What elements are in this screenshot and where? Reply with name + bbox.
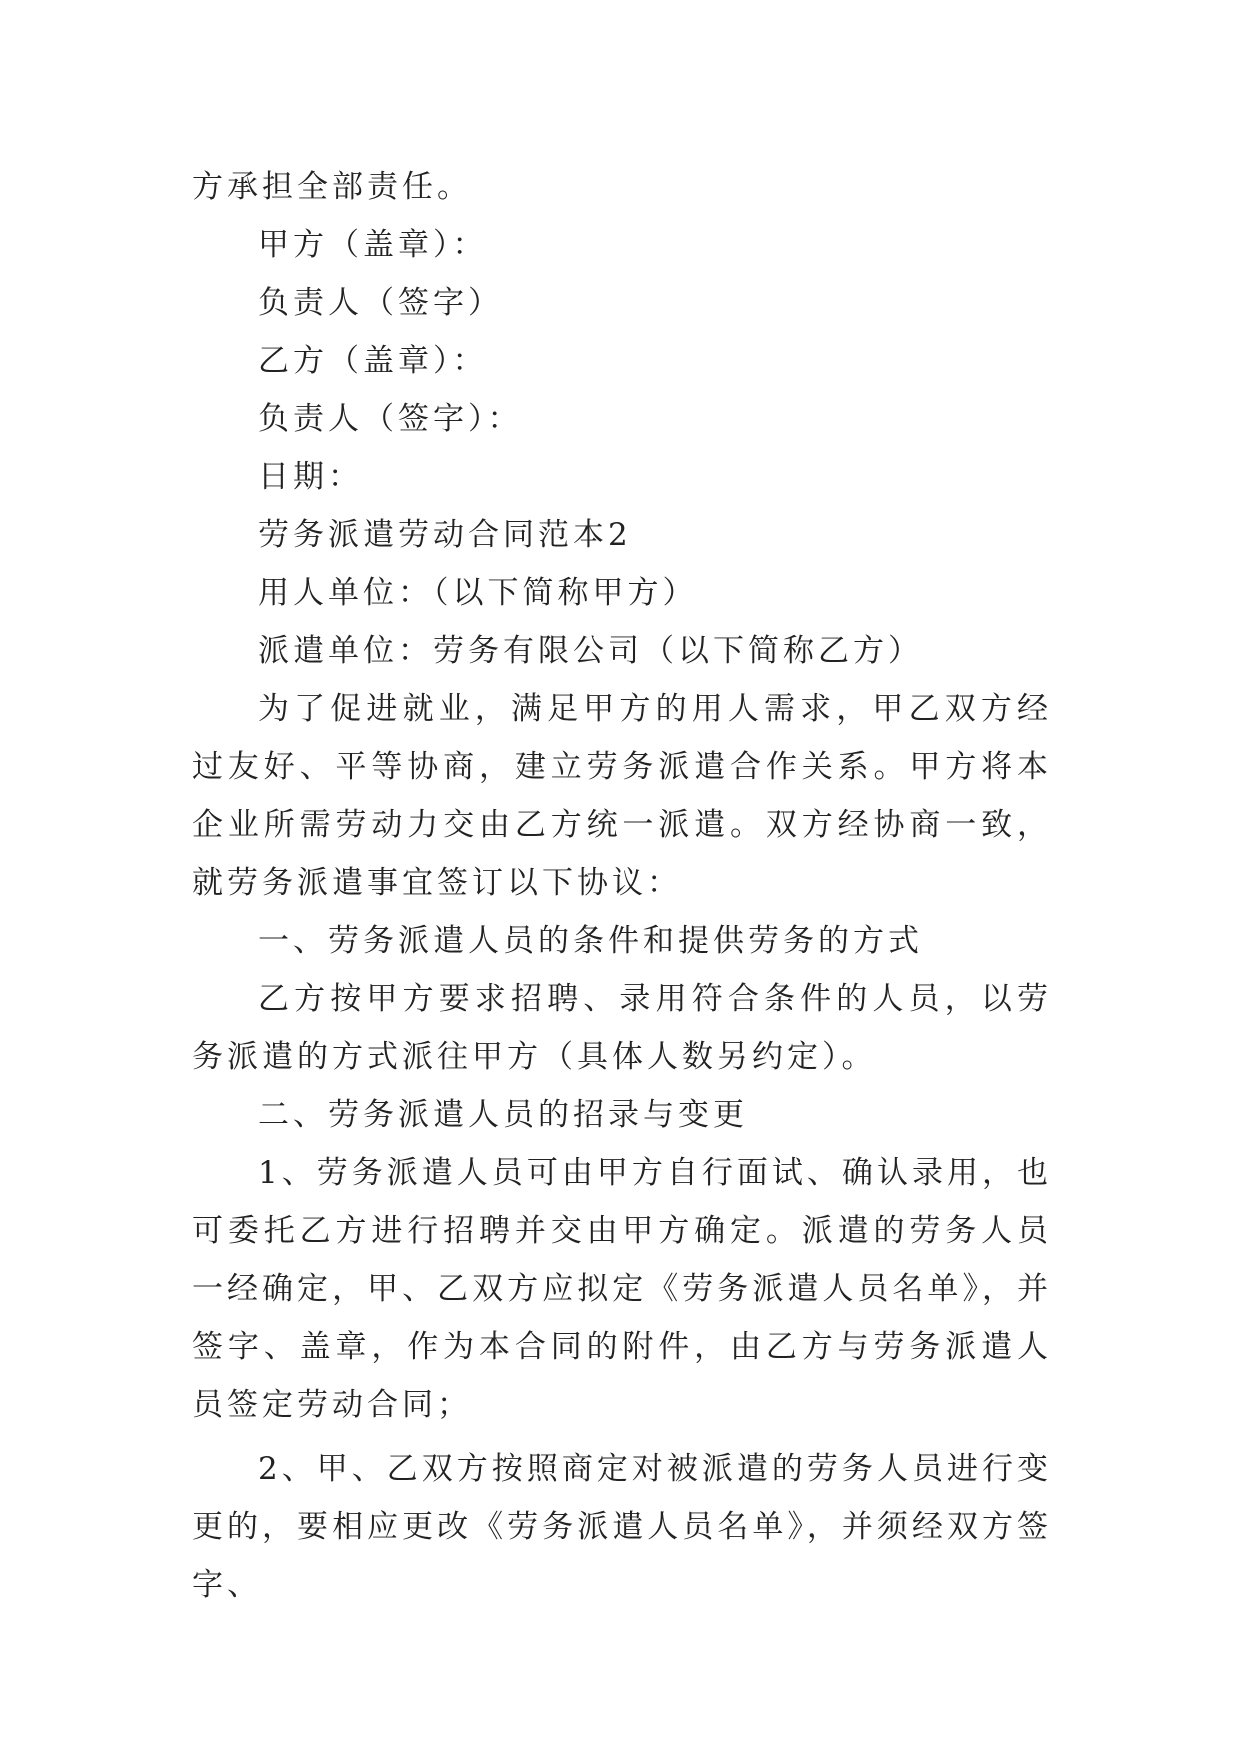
paragraph-party-a-seal: 甲方（盖章）： bbox=[258, 227, 488, 263]
paragraph-party-b-signatory: 负责人（签字）： bbox=[258, 401, 523, 437]
paragraph-liability-end: 方承担全部责任。 bbox=[192, 169, 472, 205]
heading-section-2: 二、劳务派遣人员的招录与变更 bbox=[258, 1097, 748, 1133]
paragraph-party-a-signatory: 负责人（签字） bbox=[258, 285, 503, 321]
heading-section-1: 一、劳务派遣人员的条件和提供劳务的方式 bbox=[258, 923, 923, 959]
paragraph-section-1-body: 乙方按甲方要求招聘、录用符合条件的人员，以劳务派遣的方式派往甲方（具体人数另约定）。 bbox=[192, 981, 1052, 1075]
paragraph-section-2-item-1: 1、劳务派遣人员可由甲方自行面试、确认录用，也可委托乙方进行招聘并交由甲方确定。派遣的劳务人员一经确定，甲、乙双方应拟定《劳务派遣人员名单》，并签字、盖章，作为本合同的附件，由乙方与劳务派遣人员签定劳动合同； bbox=[192, 1155, 1052, 1423]
paragraph-party-b-seal: 乙方（盖章）： bbox=[258, 343, 488, 379]
paragraph-dispatcher: 派遣单位：劳务有限公司（以下简称乙方） bbox=[258, 633, 923, 669]
paragraph-section-2-item-2: 2、甲、乙双方按照商定对被派遣的劳务人员进行变更的，要相应更改《劳务派遣人员名单》，并须经双方签字、 bbox=[192, 1451, 1052, 1603]
document-body bbox=[192, 158, 1052, 1614]
paragraph-date: 日期： bbox=[258, 459, 363, 495]
paragraph-preamble: 为了促进就业，满足甲方的用人需求，甲乙双方经过友好、平等协商，建立劳务派遣合作关系。甲方将本企业所需劳动力交由乙方统一派遣。双方经协商一致，就劳务派遣事宜签订以下协议： bbox=[192, 691, 1052, 901]
paragraph-employer: 用人单位：（以下简称甲方） bbox=[258, 575, 698, 611]
section-title-template-2: 劳务派遣劳动合同范本2 bbox=[258, 517, 632, 553]
